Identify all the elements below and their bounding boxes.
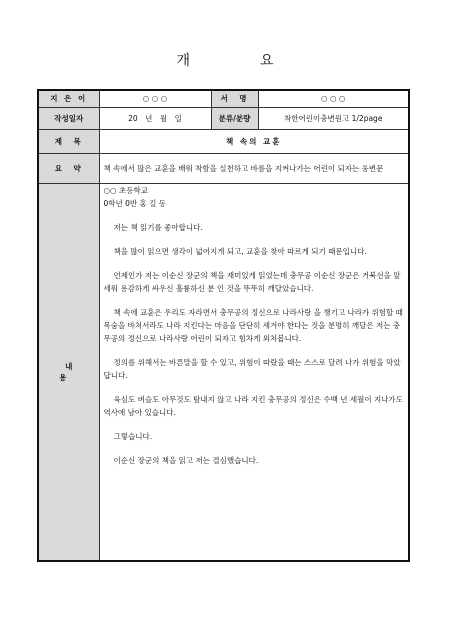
paragraph-4: 책 속에 교훈은 우리도 자라면서 충무공의 정신으로 나라사랑 을 챙기고 나라가 위험할 때 목숨을 바쳐서라도 나라 지킨다는 마음을 단단히 세겨야 한다는 것을 분명히 깨달은 저는 충무공의 정신으로 나라사랑 어린이 되자고 힘차게 외쳐봅니다. [103,307,403,343]
paragraph-2: 책을 많이 읽으면 생각이 넓어지게 되고, 교훈을 찾아 따르게 되기 때문입니다. [113,246,367,256]
category-label: 분류/분량 [211,107,258,129]
summary-value: 책 속에서 많은 교훈을 배워 착함을 실천하고 바름을 지켜나가는 어린이 되자는 웅변문 [99,153,409,183]
summary-label: 요 약 [38,153,99,183]
content-body [99,183,409,561]
content-label: 내 용 [38,183,99,561]
author-value: ○ ○ ○ [99,90,211,107]
paragraph-5: 정의를 위해서는 바른말을 할 수 있고, 위험이 따랐을 때는 스스로 달려 나가 위험을 막았답니다. [103,357,401,380]
date-value: 20 년 월 일 [99,107,211,129]
student-name: 0학년 0반 홍 길 동 [103,198,167,208]
paragraph-7: 그렇습니다. [113,431,153,441]
book-title-label: 서 명 [211,90,258,107]
overview-form [37,89,410,562]
paragraph-6: 육심도 벼슬도 아무것도 탐내지 않고 나라 지킨 충무공의 정신은 수백 년 세월이 지나가도 역사에 남아 있습니다. [103,394,403,417]
author-label: 지 은 이 [38,90,99,107]
paragraph-1: 저는 책 읽기를 좋아합니다. [113,222,203,232]
book-title-value: ○ ○ ○ [258,90,409,107]
paragraph-3: 언제인가 저는 이순신 장군의 책을 재미있게 읽었는데 충무공 이순신 장군은 거북선을 앞세워 용감하게 싸우신 훌륭하신 분 인 것을 뚜뚜히 깨달았습니다. [103,270,401,293]
subject-label: 제 목 [38,129,99,153]
category-value: 착한어린이충변원고 1/2page [258,107,409,129]
page-title: 개 요 [176,53,302,69]
paragraph-8: 이순신 장군의 책을 읽고 저는 결심했습니다. [113,455,259,465]
subject-value: 책 속의 교훈 [99,129,409,153]
school-name: ○○ 초등학교 [103,185,148,195]
date-label: 작성일자 [38,107,99,129]
